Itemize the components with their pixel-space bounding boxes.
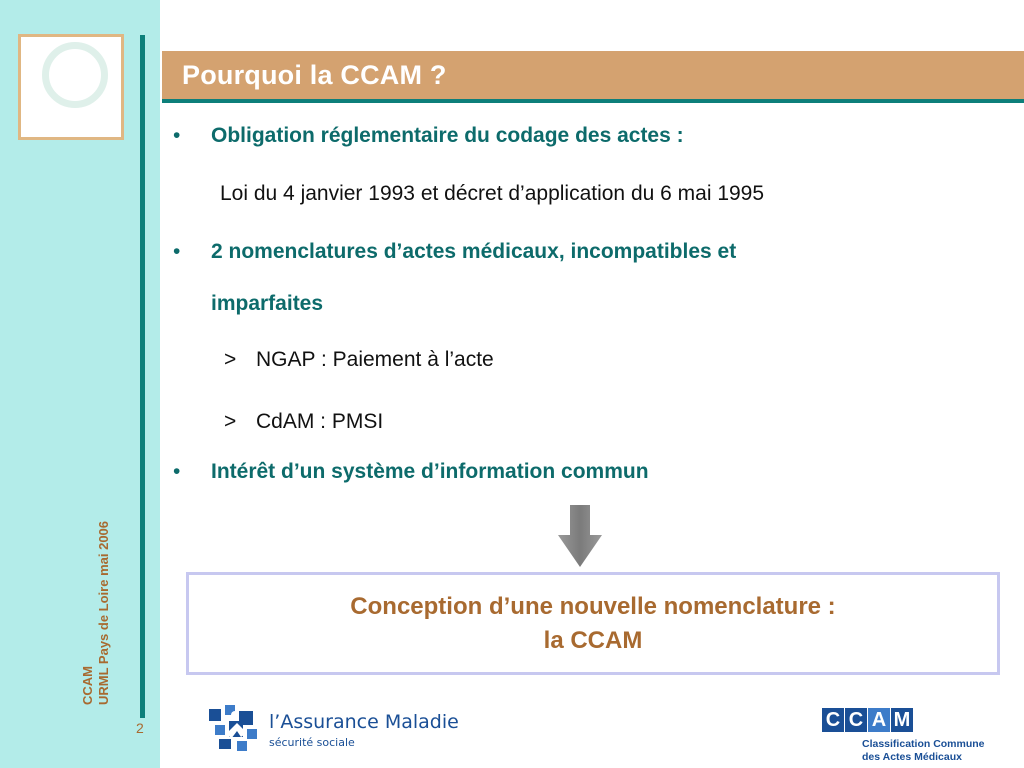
bullet-nomenclatures: [173, 240, 737, 264]
ccam-logo-line-2: des Actes Médicaux: [862, 751, 962, 763]
down-arrow-icon: [558, 505, 602, 567]
bullet-dot: •: [173, 240, 181, 263]
subitem-text: CdAM : PMSI: [256, 410, 384, 433]
conclusion-line-1: Conception d’une nouvelle nomenclature :: [350, 593, 836, 620]
bullet-interet: [173, 460, 649, 484]
bullet-nomenclatures-continued: [211, 292, 323, 316]
assurance-maladie-sub: sécurité sociale: [269, 736, 355, 749]
conclusion-line-2: la CCAM: [543, 627, 643, 654]
ccam-logo-line-1: Classification Commune: [862, 738, 985, 750]
ccam-letter: M: [891, 708, 913, 732]
subitem-cdam: [224, 410, 384, 434]
bullet-text: imparfaites: [211, 292, 324, 315]
bullet-dot: •: [173, 460, 181, 483]
bullet-text: 2 nomenclatures d’actes médicaux, incompatibles et: [211, 240, 737, 263]
subitem-marker: >: [224, 348, 237, 371]
bullet-text: Obligation réglementaire du codage des actes :: [211, 124, 684, 147]
slide-title: Pourquoi la CCAM ?: [182, 60, 447, 90]
sidebar: [0, 0, 160, 768]
conclusion-box: [186, 572, 1000, 675]
subitem-marker: >: [224, 410, 237, 433]
bullet-dot: •: [173, 124, 181, 147]
detail-text: Loi du 4 janvier 1993 et décret d’application du 6 mai 1995: [220, 182, 765, 205]
bullet-text: Intérêt d’un système d’information commun: [211, 460, 649, 483]
subitem-ngap: [224, 348, 494, 372]
subitem-text: NGAP : Paiement à l’acte: [256, 348, 494, 371]
sidebar-line-2: URML Pays de Loire mai 2006: [96, 520, 111, 705]
decorative-circle: [42, 42, 108, 108]
title-bar: [162, 51, 1024, 103]
ccam-letter: C: [822, 708, 844, 732]
ccam-letter: C: [845, 708, 867, 732]
page-number: 2: [136, 720, 144, 736]
vertical-divider: [140, 35, 145, 718]
sidebar-footer-text: [80, 521, 112, 705]
ccam-letter: A: [868, 708, 890, 732]
sidebar-line-1: CCAM: [80, 666, 95, 705]
bullet-obligation: [173, 124, 684, 148]
assurance-maladie-name: l’Assurance Maladie: [269, 711, 459, 733]
